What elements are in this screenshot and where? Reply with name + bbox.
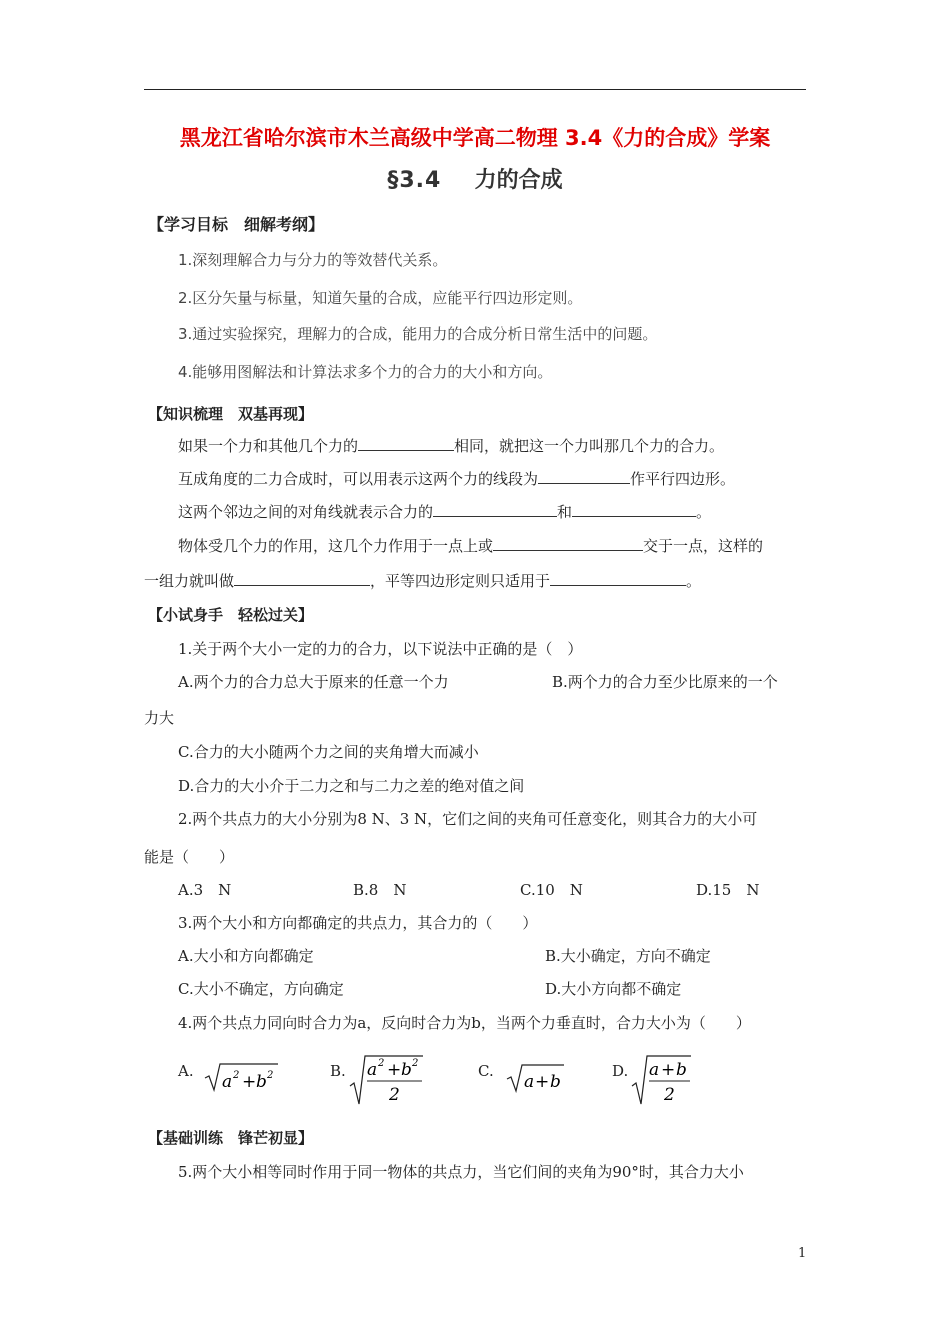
q1-option-c: C.合力的大小随两个力之间的夹角增大而减小 [178, 743, 479, 761]
text: 。 [686, 572, 702, 590]
formula-sqrt-a2-plus-b2 [203, 1060, 279, 1094]
fill-blank[interactable] [538, 469, 630, 484]
q2-option-c: C.10 N [520, 881, 583, 899]
header-rule [144, 89, 806, 90]
svg-text:2: 2 [267, 1070, 274, 1081]
trial-heading: 【小试身手 轻松过关】 [148, 606, 314, 624]
formula-sqrt-a-plus-b-over-2 [630, 1052, 692, 1108]
fill-blank[interactable] [493, 536, 643, 551]
q4-option-a: A. [178, 1062, 194, 1080]
svg-text:b: b [401, 1060, 412, 1080]
q3-option-c: C.大小不确定，方向确定 [178, 980, 344, 998]
objectives-heading: 【学习目标 细解考纲】 [148, 215, 325, 234]
text: 交于一点，这样的 [643, 537, 764, 555]
q1-option-d: D.合力的大小介于二力之和与二力之差的绝对值之间 [178, 777, 525, 795]
q1-option-a: A.两个力的合力总大于原来的任意一个力 [178, 673, 449, 691]
fill-blank[interactable] [358, 436, 454, 451]
text: 互成角度的二力合成时，可以用表示这两个力的线段为 [178, 470, 539, 488]
svg-text:+: + [387, 1060, 402, 1080]
svg-text:b: b [676, 1060, 687, 1080]
objective-item: 1.深刻理解合力与分力的等效替代关系。 [178, 251, 448, 269]
text: 一组力就叫做 [144, 572, 235, 590]
svg-text:a: a [367, 1060, 378, 1080]
svg-text:a: a [649, 1060, 660, 1080]
q3-option-a: A.大小和方向都确定 [178, 947, 314, 965]
question-3: 3.两个大小和方向都确定的共点力，其合力的（ ） [178, 914, 538, 932]
question-5: 5.两个大小相等同时作用于同一物体的共点力，当它们间的夹角为90°时，其合力大小 [178, 1163, 744, 1181]
svg-text:+: + [535, 1072, 550, 1092]
text: 这两个邻边之间的对角线就表示合力的 [178, 503, 434, 521]
svg-text:b: b [256, 1072, 267, 1092]
knowledge-line-1 [178, 435, 724, 456]
text: ，平等四边形定则只适用于 [370, 572, 551, 590]
question-4: 4.两个共点力同向时合力为a，反向时合力为b，当两个力垂直时，合力大小为（ ） [178, 1014, 751, 1032]
knowledge-line-3 [178, 501, 711, 522]
knowledge-line-2 [178, 468, 735, 489]
section-title [0, 163, 950, 194]
page-number: 1 [798, 1246, 807, 1261]
q1-option-b-cont: 力大 [144, 709, 175, 727]
objective-item: 2.区分矢量与标量，知道矢量的合成，应能平行四边形定则。 [178, 289, 583, 307]
q4-option-d: D. [612, 1062, 629, 1080]
text: 作平行四边形。 [630, 470, 736, 488]
basic-heading: 【基础训练 锋芒初显】 [148, 1129, 314, 1147]
question-1: 1.关于两个大小一定的力的合力，以下说法中正确的是（ ） [178, 640, 583, 658]
formula-sqrt-a-plus-b [505, 1062, 565, 1094]
q4-option-b: B. [330, 1062, 346, 1080]
question-2-cont: 能是（ ） [144, 848, 235, 866]
knowledge-line-4 [178, 535, 763, 556]
text: 和 [557, 503, 573, 521]
q3-option-d: D.大小方向都不确定 [545, 980, 682, 998]
section-number: §3.4 [387, 168, 442, 193]
q3-option-b: B.大小确定，方向不确定 [545, 947, 711, 965]
fill-blank[interactable] [433, 502, 557, 517]
svg-text:b: b [550, 1072, 561, 1092]
svg-text:a: a [524, 1072, 535, 1092]
text: 如果一个力和其他几个力的 [178, 437, 359, 455]
text: 物体受几个力的作用，这几个力作用于一点上或 [178, 537, 494, 555]
svg-text:+: + [661, 1060, 676, 1080]
objective-item: 4.能够用图解法和计算法求多个力的合力的大小和方向。 [178, 363, 553, 381]
objective-item: 3.通过实验探究，理解力的合成，能用力的合成分析日常生活中的问题。 [178, 325, 658, 343]
svg-text:2: 2 [378, 1058, 385, 1069]
fill-blank[interactable] [234, 571, 370, 586]
svg-text:2: 2 [233, 1070, 240, 1081]
svg-text:2: 2 [664, 1085, 675, 1105]
q1-option-b: B.两个力的合力至少比原来的一个 [552, 673, 778, 691]
document-title: 黑龙江省哈尔滨市木兰高级中学高二物理 3.4《力的合成》学案 [179, 126, 771, 150]
q2-option-b: B.8 N [353, 881, 407, 899]
q2-option-a: A.3 N [178, 881, 232, 899]
q4-option-c: C. [478, 1062, 494, 1080]
text: 相同，就把这一个力叫那几个力的合力。 [454, 437, 725, 455]
section-name: 力的合成 [474, 168, 563, 193]
svg-text:+: + [242, 1072, 257, 1092]
q2-option-d: D.15 N [696, 881, 760, 899]
text: 。 [696, 503, 712, 521]
fill-blank[interactable] [550, 571, 686, 586]
fill-blank[interactable] [572, 502, 696, 517]
question-2: 2.两个共点力的大小分别为8 N、3 N，它们之间的夹角可任意变化，则其合力的大小可 [178, 810, 758, 828]
knowledge-line-5 [144, 570, 701, 591]
svg-text:2: 2 [389, 1085, 400, 1105]
svg-text:a: a [222, 1072, 233, 1092]
svg-text:2: 2 [412, 1058, 419, 1069]
knowledge-heading: 【知识梳理 双基再现】 [148, 405, 314, 423]
formula-sqrt-a2-plus-b2-over-2 [348, 1052, 424, 1108]
